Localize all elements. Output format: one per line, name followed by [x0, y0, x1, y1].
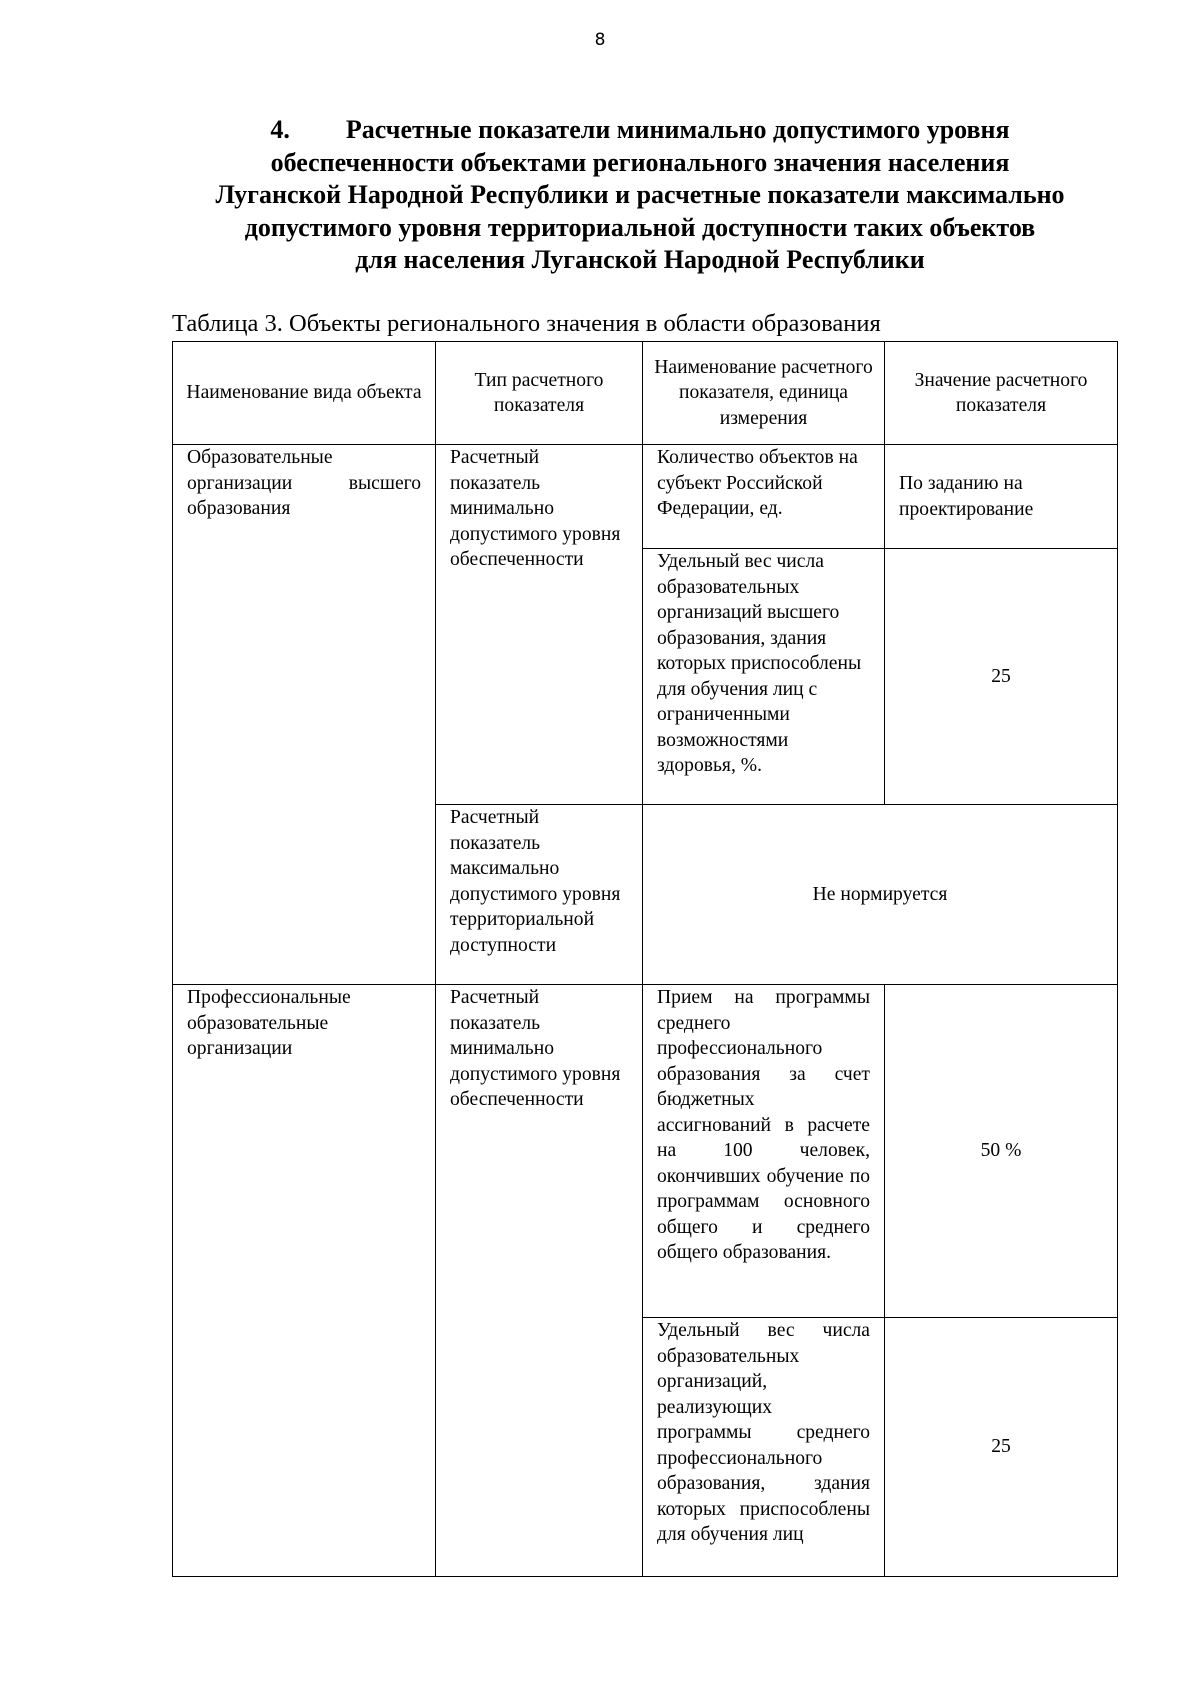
- heading-line-4: допустимого уровня территориальной доступности таких объектов: [244, 212, 1036, 242]
- heading-line-5: для населения Луганской Народной Республики: [355, 245, 925, 274]
- vocational-indicator-2-value: 25: [885, 1318, 1118, 1577]
- table-row: [173, 445, 1118, 549]
- indicators-table: [172, 341, 1118, 1577]
- higher-ed-object-cell: Образовательные организации высшего образования: [173, 445, 436, 985]
- higher-ed-type-max-cell: Расчетный показатель максимально допустимого уровня территориальной доступности: [436, 805, 643, 985]
- higher-ed-indicator-2-value: 25: [885, 549, 1118, 805]
- section-number: 4.: [270, 115, 290, 144]
- vocational-indicator-2-name: Удельный вес числа образовательных организаций, реализующих программы среднего профессионального образования, здания которых приспособлены для обучения лиц: [643, 1318, 885, 1577]
- higher-ed-indicator-1-name: Количество объектов на субъект Российской Федерации, ед.: [643, 445, 885, 549]
- heading-line-1: Расчетные показатели минимально допустимого уровня: [345, 115, 1010, 144]
- higher-ed-max-value: Не нормируется: [643, 805, 1118, 985]
- higher-ed-type-min-cell: Расчетный показатель минимально допустимого уровня обеспеченности: [436, 445, 643, 805]
- header-indicator-type: Тип расчетного показателя: [436, 342, 643, 445]
- table-caption: Таблица 3. Объекты регионального значения в области образования: [172, 310, 881, 337]
- vocational-object-cell: Профессиональные образовательные организации: [173, 985, 436, 1577]
- higher-ed-indicator-1-value: По заданию на проектирование: [885, 445, 1118, 549]
- vocational-type-min-cell: Расчетный показатель минимально допустимого уровня обеспеченности: [436, 985, 643, 1577]
- vocational-indicator-1-name: Прием на программы среднего профессионального образования за счет бюджетных ассигнований в расчете на 100 человек, окончивших обучение по программам основного общего и среднего общего образования.: [643, 985, 885, 1318]
- heading-line-2: обеспеченности объектами регионального значения населения: [270, 147, 1010, 177]
- section-heading: [160, 114, 1120, 277]
- higher-ed-indicator-2-name: Удельный вес числа образовательных организаций высшего образования, здания которых приспособлены для обучения лиц с ограниченными возможностями здоровья, %.: [643, 549, 885, 805]
- heading-line-3: Луганской Народной Республики и расчетные показатели максимально: [215, 180, 1065, 209]
- header-indicator-name: Наименование расчетного показателя, единица измерения: [643, 342, 885, 445]
- header-object-type: Наименование вида объекта: [173, 342, 436, 445]
- table-row: [173, 985, 1118, 1318]
- vocational-indicator-1-value: 50 %: [885, 985, 1118, 1318]
- table-header-row: [173, 342, 1118, 445]
- page-number: 8: [594, 30, 606, 50]
- header-indicator-value: Значение расчетного показателя: [885, 342, 1118, 445]
